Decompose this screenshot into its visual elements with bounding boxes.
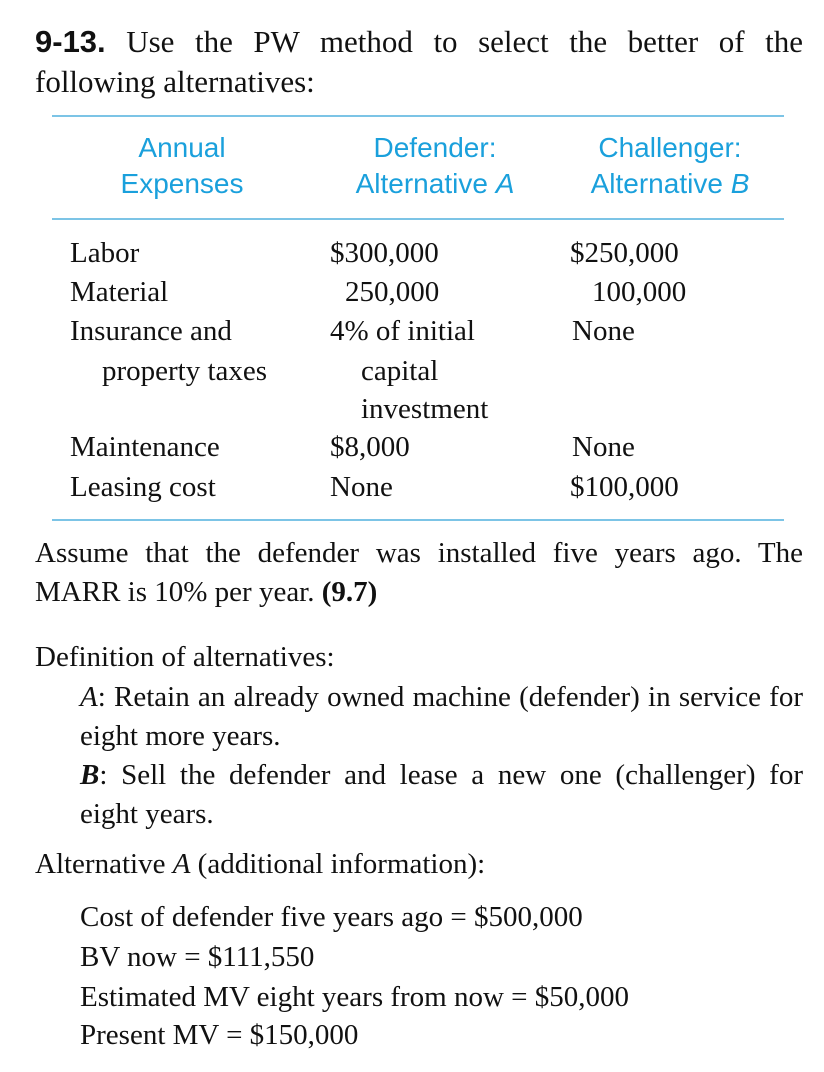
cell-insurance-a-line1: 4% of initial xyxy=(330,315,475,347)
additional-line-cost: Cost of defender five years ago = $500,000 xyxy=(80,901,583,933)
cell-leasing-b: $100,000 xyxy=(570,471,679,503)
header-alt-a-var: A xyxy=(495,168,515,199)
table-bottom-rule xyxy=(52,519,784,521)
definition-a-text: : Retain an already owned machine (defender) in service for eight more years. xyxy=(80,681,803,752)
header-alt-a-text: Alternative xyxy=(355,168,496,199)
row-label-material: Material xyxy=(70,276,169,308)
cell-material-a: 250,000 xyxy=(345,276,440,308)
cell-material-b: 100,000 xyxy=(592,276,687,308)
header-alt-b xyxy=(565,166,775,202)
definitions-heading: Definition of alternatives: xyxy=(35,641,335,673)
additional-line-future-mv: Estimated MV eight years from now = $50,000 xyxy=(80,981,630,1013)
additional-heading-pre: Alternative xyxy=(35,848,173,880)
cell-insurance-a-line3: investment xyxy=(361,393,489,425)
header-annual-expenses xyxy=(92,130,272,202)
header-challenger xyxy=(565,130,775,202)
cell-insurance-a-line2: capital xyxy=(361,355,439,387)
definition-b-text: : Sell the defender and lease a new one (challenger) for eight years. xyxy=(80,759,803,830)
cell-maintenance-b: None xyxy=(572,431,635,463)
problem-number: 9-13. xyxy=(35,24,106,59)
table-header-rule xyxy=(52,218,784,220)
additional-line-bv: BV now = $111,550 xyxy=(80,941,315,973)
cell-labor-a: $300,000 xyxy=(330,237,439,269)
row-label-leasing: Leasing cost xyxy=(70,471,216,503)
cell-leasing-a: None xyxy=(330,471,393,503)
cell-insurance-b: None xyxy=(572,315,635,347)
header-alt-b-var: B xyxy=(730,168,750,199)
definition-a-label: A xyxy=(80,681,98,713)
header-defender xyxy=(325,130,545,202)
additional-heading-post: (additional information): xyxy=(190,848,486,880)
cell-labor-b: $250,000 xyxy=(570,237,679,269)
header-line: Annual xyxy=(138,132,226,163)
definition-b xyxy=(80,756,803,834)
table-top-rule xyxy=(52,115,784,117)
header-alt-b-text: Alternative xyxy=(590,168,731,199)
section-ref: (9.7) xyxy=(321,576,378,608)
row-label-labor: Labor xyxy=(70,237,140,269)
problem-statement xyxy=(35,22,803,102)
problem-text: Use the PW method to select the better of the following alternatives: xyxy=(35,24,804,99)
header-line: Challenger: xyxy=(598,132,742,163)
definition-b-label: B xyxy=(80,759,100,791)
additional-heading xyxy=(35,845,485,884)
row-label-maintenance: Maintenance xyxy=(70,431,220,463)
header-alt-a xyxy=(325,166,545,202)
additional-heading-var: A xyxy=(172,848,191,880)
header-line: Defender: xyxy=(373,132,497,163)
row-label-insurance: Insurance and xyxy=(70,315,232,347)
cell-maintenance-a: $8,000 xyxy=(330,431,410,463)
row-label-insurance-cont: property taxes xyxy=(102,355,268,387)
definition-a xyxy=(80,678,803,756)
assumption-paragraph xyxy=(35,534,803,612)
header-line: Expenses xyxy=(120,168,244,199)
assumption-text: Assume that the defender was installed five years ago. The MARR is 10% per year. xyxy=(35,537,803,608)
additional-line-present-mv: Present MV = $150,000 xyxy=(80,1019,359,1051)
